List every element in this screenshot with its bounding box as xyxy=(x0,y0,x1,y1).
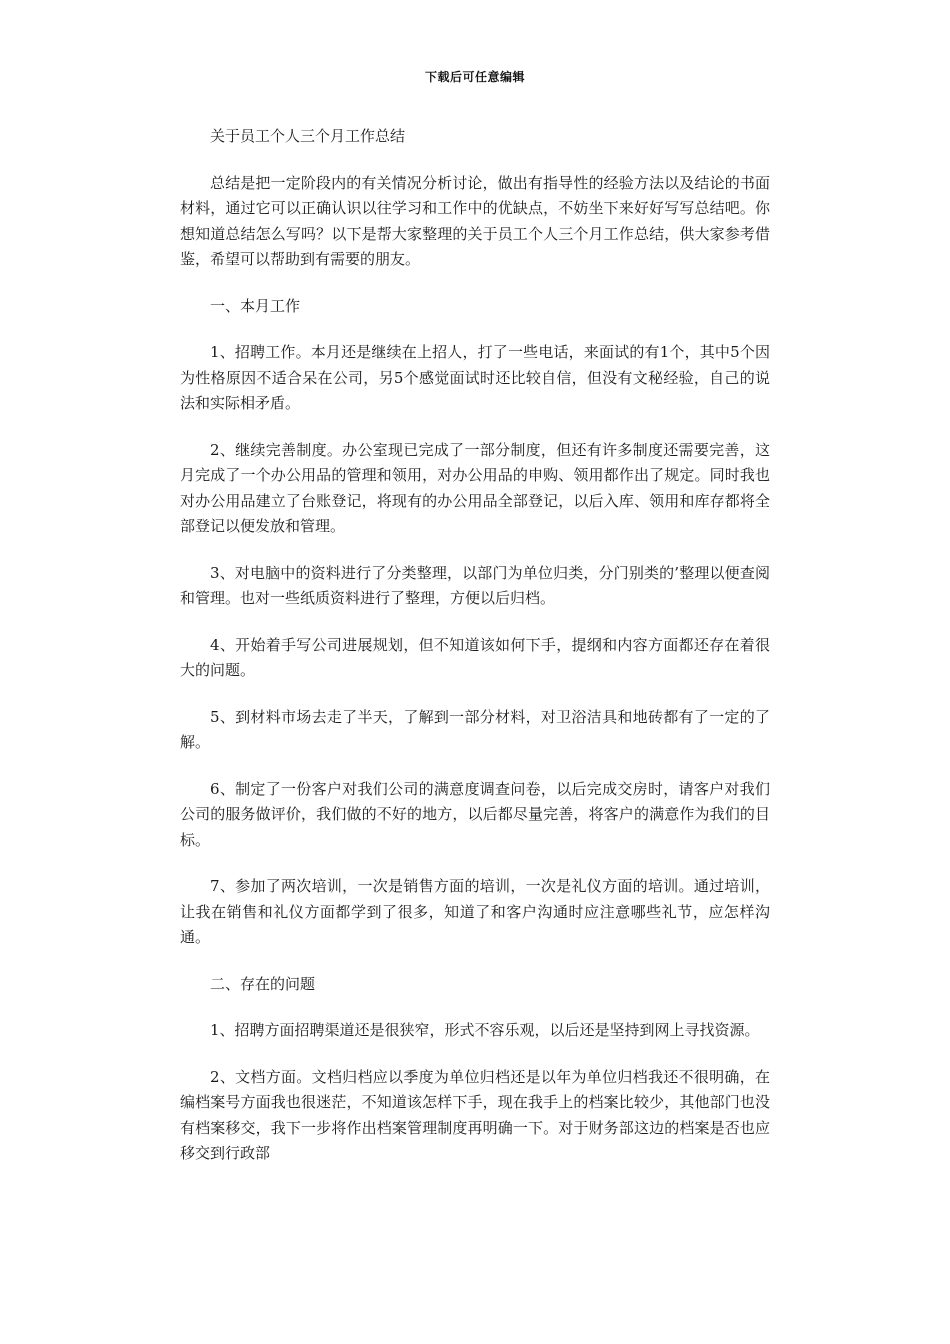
work-item: 4、开始着手写公司进展规划，但不知道该如何下手，提纲和内容方面都还存在着很大的问题。 xyxy=(180,635,770,679)
work-item: 5、到材料市场去走了半天，了解到一部分材料，对卫浴洁具和地砖都有了一定的了解。 xyxy=(180,707,770,751)
work-item: 3、对电脑中的资料进行了分类整理，以部门为单位归类，分门别类的’整理以便查阅和管理。也对一些纸质资料进行了整理，方便以后归档。 xyxy=(180,563,770,607)
intro-paragraph: 总结是把一定阶段内的有关情况分析讨论，做出有指导性的经验方法以及结论的书面材料，通过它可以正确认识以往学习和工作中的优缺点，不妨坐下来好好写写总结吧。你想知道总结怎么写吗？以下是帮大家整理的关于员工个人三个月工作总结，供大家参考借鉴，希望可以帮助到有需要的朋友。 xyxy=(180,173,770,268)
header-note: 下载后可任意编辑 xyxy=(424,70,525,84)
document-body xyxy=(180,124,770,1188)
problem-item: 1、招聘方面招聘渠道还是很狭窄，形式不容乐观，以后还是坚持到网上寻找资源。 xyxy=(210,1021,760,1039)
section-heading-current-work: 一、本月工作 xyxy=(210,296,301,315)
section-heading-problems: 二、存在的问题 xyxy=(210,974,316,993)
work-item: 1、招聘工作。本月还是继续在上招人，打了一些电话，来面试的有1个，其中5个因为性格原因不适合呆在公司，另5个感觉面试时还比较自信，但没有文秘经验，自己的说法和实际相矛盾。 xyxy=(180,343,770,412)
work-item: 7、参加了两次培训，一次是销售方面的培训，一次是礼仪方面的培训。通过培训，让我在销售和礼仪方面都学到了很多，知道了和客户沟通时应注意哪些礼节，应怎样沟通。 xyxy=(180,877,770,946)
work-item: 2、继续完善制度。办公室现已完成了一部分制度，但还有许多制度还需要完善，这月完成了一个办公用品的管理和领用，对办公用品的申购、领用都作出了规定。同时我也对办公用品建立了台账登记，将现有的办公用品全部登记，以后入库、领用和库存都将全部登记以便发放和管理。 xyxy=(180,440,770,535)
work-item: 6、制定了一份客户对我们公司的满意度调查问卷，以后完成交房时，请客户对我们公司的服务做评价，我们做的不好的地方，以后都尽量完善，将客户的满意作为我们的目标。 xyxy=(180,779,770,849)
problem-item: 2、文档方面。文档归档应以季度为单位归档还是以年为单位归档我还不很明确，在编档案号方面我也很迷茫，不知道该怎样下手，现在我手上的档案比较少，其他部门也没有档案移交，我下一步将作出档案管理制度再明确一下。对于财务部这边的档案是否也应移交到行政部 xyxy=(180,1067,770,1162)
document-title: 关于员工个人三个月工作总结 xyxy=(210,127,406,145)
